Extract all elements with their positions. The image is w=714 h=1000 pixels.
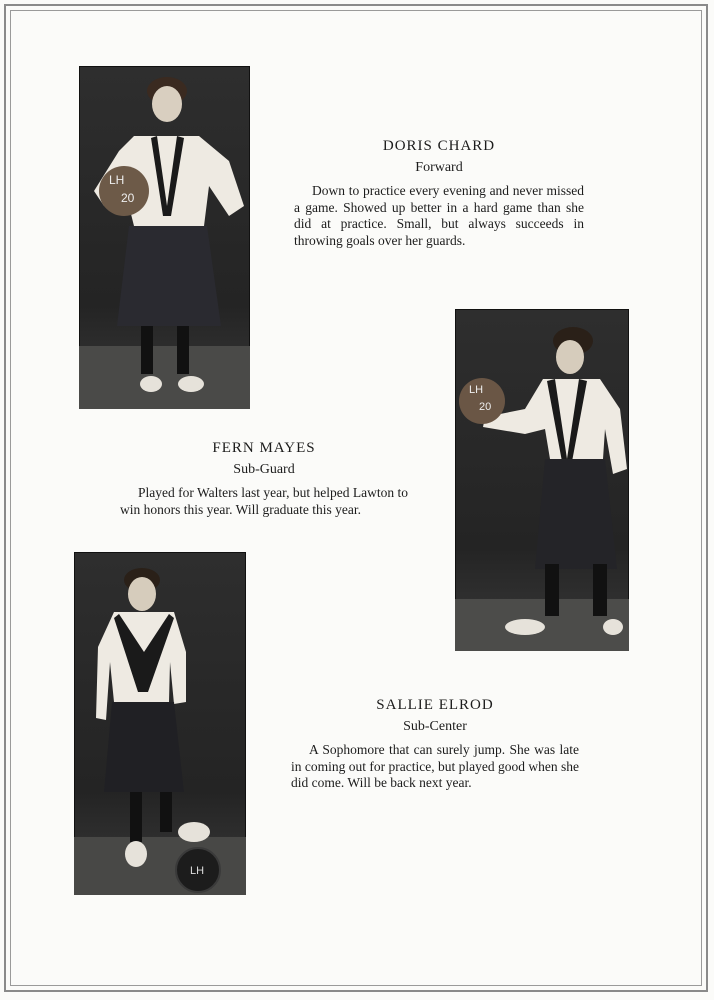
player-bio: Down to practice every evening and never missed a game. Showed up better in a hard game than she did at practice. Small, but always succeeds in throwing goals over her guards. — [294, 183, 584, 248]
bio-doris-chard — [294, 138, 584, 249]
player-name: FERN MAYES — [212, 440, 316, 456]
player-figure-3 — [74, 552, 246, 895]
ball-label-doris: LH — [109, 173, 125, 187]
player-bio: Played for Walters last year, but helped Lawton to win honors this year. Will graduate this year. — [120, 485, 408, 517]
ball-number-doris: 20 — [121, 191, 135, 205]
player-bio: A Sophomore that can surely jump. She was late in coming out for practice, but played good when she did come. Will be back next year. — [291, 742, 579, 790]
ball-label-sallie: LH — [190, 865, 205, 877]
player-name: SALLIE ELROD — [376, 697, 494, 713]
photo-fern-mayes — [455, 309, 629, 651]
photo-doris-chard — [79, 66, 250, 409]
player-position: Sub-Guard — [233, 461, 295, 477]
bio-fern-mayes — [120, 440, 408, 518]
ball-number-fern: 20 — [479, 401, 492, 413]
photo-sallie-elrod — [74, 552, 246, 895]
ball-label-fern: LH — [469, 384, 484, 396]
player-figure-1 — [79, 66, 250, 409]
player-figure-2 — [455, 309, 629, 651]
player-name: DORIS CHARD — [382, 138, 496, 154]
player-position: Sub-Center — [403, 718, 467, 734]
player-position: Forward — [415, 159, 463, 175]
bio-sallie-elrod — [291, 697, 579, 792]
